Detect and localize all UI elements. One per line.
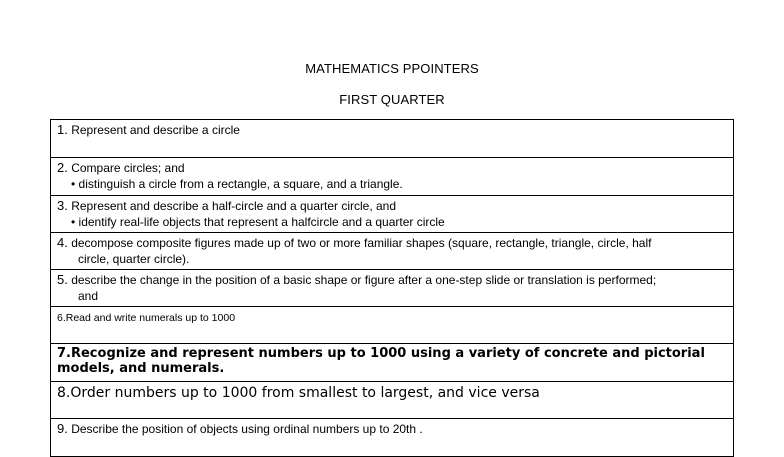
item-text: Represent and describe a half-circle and a quarter circle, and	[71, 199, 397, 213]
table-cell	[51, 158, 734, 196]
item-number: 2.	[57, 160, 68, 175]
page-title: MATHEMATICS PPOINTERS	[305, 61, 479, 76]
table-cell	[51, 419, 734, 457]
item-number: 3.	[57, 198, 68, 213]
item-text: describe the change in the position of a basic shape or figure after a one-step slide or translation is performed;	[71, 273, 657, 287]
item-text: 7.Recognize and represent numbers up to 1000 using a variety of concrete and pictorial models, and numerals.	[57, 346, 705, 376]
table-row	[51, 158, 734, 196]
pointers-table	[50, 119, 734, 457]
table-row	[51, 120, 734, 158]
table-row	[51, 307, 734, 344]
table-cell	[51, 120, 734, 158]
item-continuation: circle, quarter circle).	[78, 252, 190, 266]
item-text: Compare circles; and	[71, 161, 185, 175]
table-row	[51, 419, 734, 457]
table-row	[51, 382, 734, 419]
item-continuation: and	[78, 289, 99, 303]
item-bullet: • distinguish a circle from a rectangle, a square, and a triangle.	[71, 177, 403, 191]
table-row	[51, 344, 734, 382]
table-row	[51, 233, 734, 270]
table-cell	[51, 382, 734, 419]
table-cell	[51, 270, 734, 307]
item-text: 6.Read and write numerals up to 1000	[57, 312, 236, 324]
item-number: 5.	[57, 272, 68, 287]
item-number: 4.	[57, 235, 68, 250]
table-cell	[51, 196, 734, 233]
item-text: Represent and describe a circle	[71, 123, 240, 137]
item-text: 8.Order numbers up to 1000 from smallest to largest, and vice versa	[57, 385, 540, 401]
item-text: Describe the position of objects using ordinal numbers up to 20th .	[71, 422, 423, 436]
table-row	[51, 270, 734, 307]
item-number: 1.	[57, 122, 68, 137]
item-text: decompose composite figures made up of two or more familiar shapes (square, rectangle, triangle, circle, half	[71, 236, 652, 250]
table-row	[51, 196, 734, 233]
table-cell	[51, 307, 734, 344]
item-number: 9.	[57, 421, 68, 436]
table-cell	[51, 233, 734, 270]
page-subtitle: FIRST QUARTER	[339, 92, 445, 107]
item-bullet: • identify real-life objects that represent a halfcircle and a quarter circle	[71, 215, 445, 229]
table-cell	[51, 344, 734, 382]
